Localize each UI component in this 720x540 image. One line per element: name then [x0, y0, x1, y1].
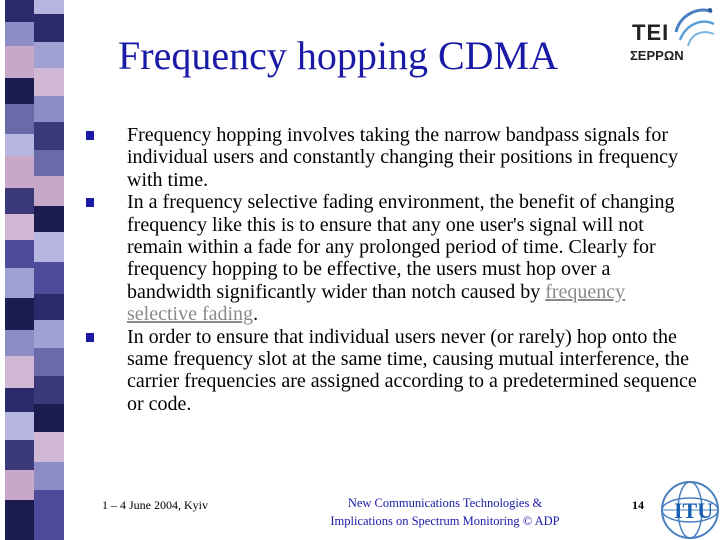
bullet-text: Frequency hopping involves taking the narrow bandpass signals for individual users and constantly changing their positions in frequency with time. — [127, 124, 678, 191]
footer-line-1: New Communications Technologies & — [347, 496, 543, 510]
decorative-strip-block — [34, 404, 64, 432]
footer-date: 1 – 4 June 2004, Kyiv — [102, 498, 208, 512]
bullet-text-end: . — [253, 303, 259, 326]
decorative-strip-block — [34, 432, 64, 462]
bullet-square-icon — [86, 131, 94, 140]
decorative-strip-block — [34, 232, 64, 262]
decorative-strip-block — [34, 320, 64, 348]
decorative-strip-block — [5, 412, 35, 440]
frequency-selective-fading-link[interactable]: frequency selective fading — [127, 280, 626, 326]
decorative-strip-block — [5, 0, 35, 22]
bullet-square-icon — [86, 198, 94, 207]
page-number: 14 — [632, 498, 644, 512]
decorative-strip-block — [5, 156, 35, 188]
decorative-strip-block — [5, 188, 35, 214]
bullet-item — [86, 124, 698, 191]
decorative-strip-block — [5, 240, 35, 268]
decorative-strip-block — [34, 262, 64, 294]
decorative-left-strip — [0, 0, 66, 540]
decorative-strip-block — [34, 376, 64, 404]
tei-logo-text: TEI — [632, 20, 670, 45]
decorative-strip-block — [5, 470, 35, 500]
serron-logo-text: ΣΕΡΡΩΝ — [630, 48, 684, 63]
bullet-text: In a frequency selective fading environment, the benefit of changing frequency like this is to ensure that any one user's signal will not remain within a fade for any prolonged period of time. Clearly for frequency hopping to be effective, the users must hop over a bandwidth significantly wider than notch caused by — [127, 191, 675, 303]
decorative-strip-block — [34, 348, 64, 376]
decorative-strip-block — [34, 176, 64, 206]
footer-conference-title — [290, 494, 600, 530]
decorative-strip-block — [5, 46, 35, 78]
decorative-strip-block — [5, 134, 35, 156]
decorative-strip-block — [5, 440, 35, 470]
itu-logo-icon — [654, 474, 720, 540]
bullet-square-icon — [86, 333, 94, 342]
decorative-strip-block — [5, 104, 35, 134]
decorative-strip-block — [5, 268, 35, 298]
decorative-strip-block — [5, 214, 35, 240]
footer-line-2: Implications on Spectrum Monitoring © ADP — [330, 514, 560, 528]
slide-title: Frequency hopping CDMA — [118, 33, 558, 78]
decorative-strip-block — [34, 0, 64, 14]
decorative-strip-block — [34, 490, 64, 540]
decorative-strip-block — [34, 96, 64, 122]
decorative-strip-block — [5, 500, 35, 540]
decorative-strip-block — [5, 356, 35, 388]
itu-logo-text: ITU — [674, 498, 714, 523]
bullet-item — [86, 191, 698, 325]
decorative-strip-block — [34, 68, 64, 96]
decorative-strip-block — [5, 22, 35, 46]
bullet-item — [86, 326, 698, 416]
decorative-strip-block — [34, 122, 64, 150]
decorative-strip-block — [5, 388, 35, 412]
bullet-list — [86, 124, 698, 415]
decorative-strip-block — [5, 330, 35, 356]
decorative-strip-block — [34, 42, 64, 68]
decorative-strip-block — [5, 78, 35, 104]
decorative-strip-block — [34, 462, 64, 490]
bullet-text: In order to ensure that individual users never (or rarely) hop onto the same frequency slot at the same time, causing mutual interference, the carrier frequencies are assigned according to a predetermined sequence or code. — [127, 325, 697, 415]
decorative-strip-block — [34, 14, 64, 42]
decorative-strip-block — [34, 150, 64, 176]
tei-swirl-icon — [668, 2, 718, 52]
decorative-strip-block — [34, 206, 64, 232]
decorative-strip-block — [34, 294, 64, 320]
decorative-strip-block — [5, 298, 35, 330]
